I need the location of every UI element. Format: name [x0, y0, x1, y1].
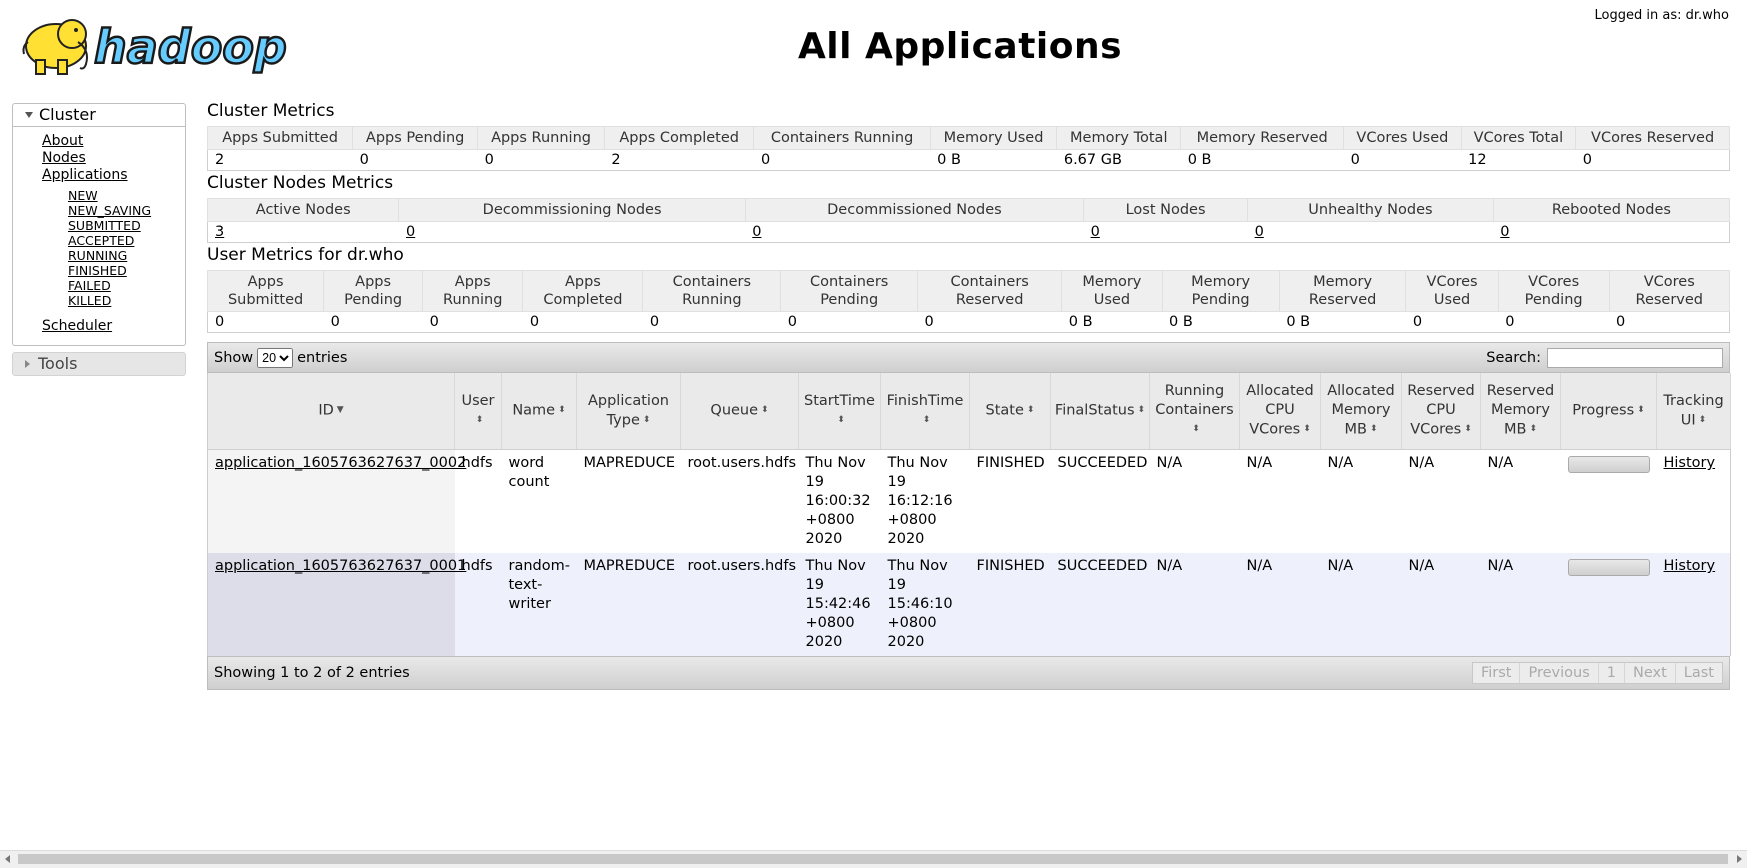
um-header-vcores-reserved: VCores Reserved — [1609, 271, 1729, 312]
scroll-left-icon[interactable] — [5, 855, 10, 863]
um-value-memory-reserved: 0 B — [1286, 314, 1311, 330]
search-input[interactable] — [1547, 348, 1723, 368]
cm-value-apps-running: 0 — [484, 152, 494, 168]
nav-link-scheduler[interactable]: Scheduler — [42, 318, 113, 334]
um-header-apps-completed: Apps Completed — [523, 271, 643, 312]
pager-next[interactable]: Next — [1624, 663, 1675, 683]
column-header-progress[interactable] — [1561, 373, 1657, 450]
sort-both-icon: ⬍ — [1637, 405, 1645, 416]
column-header-allocated-cpu-vcores[interactable] — [1240, 373, 1321, 450]
um-header-apps-pending: Apps Pending — [324, 271, 423, 312]
cm-header-apps-running: Apps Running — [478, 127, 605, 150]
um-value-vcores-pending: 0 — [1505, 314, 1515, 330]
um-header-apps-submitted: Apps Submitted — [208, 271, 324, 312]
nm-header-lost-nodes: Lost Nodes — [1084, 199, 1248, 222]
applications-table-wrapper — [207, 342, 1730, 690]
column-label: Allocated Memory MB — [1327, 383, 1395, 438]
um-header-apps-running: Apps Running — [423, 271, 523, 312]
um-header-containers-reserved: Containers Reserved — [918, 271, 1062, 312]
nm-value-rebooted-nodes — [1493, 222, 1729, 243]
tracking-ui-link[interactable]: History — [1663, 455, 1716, 471]
um-header-vcores-pending: VCores Pending — [1498, 271, 1609, 312]
cm-value-vcores-used: 0 — [1350, 152, 1360, 168]
nav-state-new-saving[interactable]: NEW_SAVING — [68, 203, 152, 218]
cm-value-apps-completed: 2 — [611, 152, 621, 168]
cell-res-mem: N/A — [1481, 450, 1561, 554]
sort-both-icon: ⬍ — [1026, 405, 1035, 416]
um-value-apps-completed: 0 — [529, 314, 540, 330]
nm-value-decommissioning-nodes — [399, 222, 745, 243]
um-value-memory-pending: 0 B — [1169, 314, 1193, 330]
table-row — [208, 450, 1731, 554]
cm-header-apps-submitted: Apps Submitted — [208, 127, 353, 150]
column-label: ID — [318, 402, 334, 419]
pager-first[interactable]: First — [1480, 665, 1512, 681]
svg-text:hadoop: hadoop — [94, 20, 287, 74]
cell-alloc-mem: N/A — [1321, 553, 1402, 656]
logged-in-user: Logged in as: dr.who — [1594, 8, 1729, 23]
cell-progress — [1561, 450, 1657, 554]
um-header-memory-used: Memory Used — [1062, 271, 1162, 312]
cell-finish: Thu Nov 19 15:46:10 +0800 2020 — [881, 553, 970, 656]
collapsed-arrow-icon — [25, 360, 30, 368]
sort-both-icon: ⬍ — [642, 414, 651, 425]
cell-queue: root.users.hdfs — [681, 450, 799, 554]
cm-header-vcores-reserved: VCores Reserved — [1576, 127, 1730, 150]
tracking-ui-link[interactable]: History — [1663, 558, 1716, 574]
nav-state-finished[interactable]: FINISHED — [68, 263, 127, 278]
cm-header-memory-used: Memory Used — [930, 127, 1057, 150]
pager-page-1[interactable]: 1 — [1598, 663, 1624, 683]
nav-state-new[interactable]: NEW — [68, 188, 98, 203]
nm-header-unhealthy-nodes: Unhealthy Nodes — [1248, 199, 1494, 222]
application-id-link[interactable]: application_1605763627637_0001 — [215, 558, 467, 574]
column-label: FinishTime — [886, 392, 964, 409]
app-states-menu — [42, 188, 185, 308]
cm-header-vcores-used: VCores Used — [1344, 127, 1461, 150]
cell-final: SUCCEEDED — [1051, 553, 1150, 656]
cm-value-memory-reserved: 0 B — [1187, 152, 1212, 168]
cm-header-apps-pending: Apps Pending — [353, 127, 478, 150]
page-title: All Applications — [797, 26, 1123, 67]
um-value-containers-running: 0 — [649, 314, 660, 330]
cell-res-cpu: N/A — [1402, 450, 1481, 554]
user-metrics-title: User Metrics for dr.who — [207, 245, 404, 265]
cell-state: FINISHED — [970, 553, 1051, 656]
column-header-finalstatus[interactable] — [1051, 373, 1150, 450]
nav-tools-label: Tools — [38, 354, 78, 373]
progress-bar — [1568, 559, 1650, 576]
column-label: State — [985, 402, 1024, 419]
column-header-tracking-ui[interactable] — [1657, 373, 1731, 450]
sort-both-icon: ⬍ — [1303, 424, 1311, 435]
page-size-select[interactable] — [257, 348, 293, 368]
nav-cluster-header[interactable] — [12, 103, 186, 127]
cm-header-containers-running: Containers Running — [754, 127, 930, 150]
column-header-reserved-memory-mb[interactable] — [1481, 373, 1561, 450]
cell-tracking — [1657, 450, 1731, 554]
column-header-starttime[interactable] — [799, 373, 881, 450]
cm-value-apps-submitted: 2 — [215, 152, 225, 168]
cm-header-apps-completed: Apps Completed — [604, 127, 754, 150]
search-label: Search: — [1486, 349, 1541, 366]
sort-both-icon: ⬍ — [1192, 424, 1200, 435]
sort-both-icon: ⬍ — [1464, 424, 1472, 435]
progress-bar — [1568, 456, 1650, 473]
application-id-link[interactable]: application_1605763627637_0002 — [215, 455, 467, 471]
nm-header-rebooted-nodes: Rebooted Nodes — [1493, 199, 1729, 222]
column-label: Name — [512, 402, 556, 419]
nm-header-decommissioning-nodes: Decommissioning Nodes — [399, 199, 745, 222]
column-header-running-containers[interactable] — [1150, 373, 1240, 450]
horizontal-scrollbar[interactable] — [0, 850, 1747, 868]
metrics-area — [207, 101, 1730, 335]
nav-tools-header[interactable] — [12, 352, 186, 376]
nm-link-unhealthy-nodes[interactable]: 0 — [1254, 224, 1264, 240]
cell-progress — [1561, 553, 1657, 656]
cell-id — [208, 450, 467, 554]
user-metrics-table — [207, 270, 1730, 333]
scroll-right-icon[interactable] — [1737, 855, 1742, 863]
nav-link-applications[interactable]: Applications — [42, 167, 128, 183]
nm-value-unhealthy-nodes — [1248, 222, 1494, 243]
pagination — [1472, 662, 1723, 684]
um-value-containers-pending: 0 — [787, 314, 798, 330]
sort-both-icon: ⬍ — [1529, 424, 1537, 435]
column-header-reserved-cpu-vcores[interactable] — [1402, 373, 1481, 450]
nav-state-accepted[interactable]: ACCEPTED — [68, 233, 135, 248]
pager-last[interactable]: Last — [1675, 663, 1722, 683]
cell-type: MAPREDUCE — [577, 553, 681, 656]
sort-both-icon: ⬍ — [558, 405, 566, 416]
sort-both-icon: ⬍ — [1698, 414, 1707, 425]
nav-state-running[interactable]: RUNNING — [68, 248, 128, 263]
cm-header-memory-total: Memory Total — [1057, 127, 1181, 150]
sort-both-icon: ⬍ — [837, 414, 845, 425]
cell-user: hdfs — [455, 450, 502, 554]
nav-state-submitted[interactable]: SUBMITTED — [68, 218, 141, 233]
cm-header-vcores-total: VCores Total — [1461, 127, 1576, 150]
table-row — [208, 553, 1731, 656]
cell-tracking — [1657, 553, 1731, 656]
cell-state: FINISHED — [970, 450, 1051, 554]
pager-previous[interactable]: Previous — [1519, 663, 1597, 683]
hadoop-logo — [14, 8, 314, 80]
left-nav — [12, 103, 186, 376]
nav-link-nodes[interactable]: Nodes — [42, 150, 86, 166]
cell-final: SUCCEEDED — [1051, 450, 1150, 554]
um-value-memory-used: 0 B — [1068, 314, 1093, 330]
node-metrics-table — [207, 198, 1730, 243]
sort-both-icon: ⬍ — [475, 414, 484, 425]
cell-alloc-cpu: N/A — [1240, 553, 1321, 656]
cell-queue: root.users.hdfs — [681, 553, 799, 656]
show-label: Show — [214, 349, 254, 366]
nm-value-active-nodes — [208, 222, 399, 243]
nm-link-decommissioned-nodes[interactable]: 0 — [752, 224, 762, 240]
cell-running: N/A — [1150, 450, 1240, 554]
um-header-memory-reserved: Memory Reserved — [1279, 271, 1406, 312]
sort-both-icon: ⬍ — [761, 405, 769, 416]
column-label: Tracking UI — [1663, 392, 1724, 429]
column-header-finishtime[interactable] — [881, 373, 970, 450]
um-value-apps-pending: 0 — [330, 314, 340, 330]
node-metrics-title: Cluster Nodes Metrics — [207, 173, 394, 193]
cell-name: word count — [502, 450, 577, 554]
column-label: Reserved CPU VCores — [1407, 383, 1475, 438]
column-header-state[interactable] — [970, 373, 1051, 450]
um-header-vcores-used: VCores Used — [1406, 271, 1498, 312]
cluster-metrics-table — [207, 126, 1730, 171]
cell-type: MAPREDUCE — [577, 450, 681, 554]
column-label: FinalStatus — [1054, 402, 1135, 419]
um-value-apps-submitted: 0 — [215, 314, 225, 330]
cell-res-mem: N/A — [1481, 553, 1561, 656]
expand-arrow-icon — [25, 112, 33, 118]
table-footer — [207, 656, 1730, 690]
column-header-allocated-memory-mb[interactable] — [1321, 373, 1402, 450]
nm-link-rebooted-nodes[interactable]: 0 — [1500, 224, 1510, 240]
um-header-containers-pending: Containers Pending — [781, 271, 918, 312]
cell-alloc-mem: N/A — [1321, 450, 1402, 554]
table-info: Showing 1 to 2 of 2 entries — [214, 665, 410, 681]
nav-state-killed[interactable]: KILLED — [68, 293, 112, 308]
column-label: Reserved Memory MB — [1486, 383, 1555, 438]
um-value-containers-reserved: 0 — [924, 314, 934, 330]
cell-running: N/A — [1150, 553, 1240, 656]
column-header-id[interactable] — [208, 373, 455, 450]
column-label: Progress — [1572, 402, 1635, 419]
column-header-queue[interactable] — [681, 373, 799, 450]
column-header-user[interactable] — [455, 373, 502, 450]
cell-user: hdfs — [455, 553, 502, 656]
nm-header-decommissioned-nodes: Decommissioned Nodes — [745, 199, 1083, 222]
nav-link-about[interactable]: About — [42, 133, 84, 149]
nav-state-failed[interactable]: FAILED — [68, 278, 111, 293]
nm-header-active-nodes: Active Nodes — [208, 199, 399, 222]
nm-value-lost-nodes — [1084, 222, 1248, 243]
cm-value-vcores-reserved: 0 — [1582, 152, 1592, 168]
nm-link-decommissioning-nodes[interactable]: 0 — [405, 224, 416, 240]
cell-start: Thu Nov 19 15:42:46 +0800 2020 — [799, 553, 881, 656]
cell-alloc-cpu: N/A — [1240, 450, 1321, 554]
cm-value-memory-used: 0 B — [937, 152, 961, 168]
cluster-metrics-title: Cluster Metrics — [207, 101, 335, 121]
column-label: Queue — [710, 402, 759, 419]
cell-id — [208, 553, 467, 656]
nm-link-lost-nodes[interactable]: 0 — [1090, 224, 1100, 240]
column-label: Application Type — [587, 392, 670, 429]
column-header-application-type[interactable] — [577, 373, 681, 450]
scrollbar-thumb[interactable] — [18, 854, 1728, 864]
nm-link-active-nodes[interactable]: 3 — [215, 224, 225, 240]
cm-header-memory-reserved: Memory Reserved — [1181, 127, 1344, 150]
cell-finish: Thu Nov 19 16:12:16 +0800 2020 — [881, 450, 970, 554]
column-header-name[interactable] — [502, 373, 577, 450]
cm-value-apps-pending: 0 — [359, 152, 369, 168]
table-toolbar — [207, 342, 1730, 373]
column-label: Running Containers — [1155, 383, 1234, 419]
column-label: Allocated CPU VCores — [1246, 383, 1314, 438]
column-label: User — [461, 392, 495, 409]
sort-both-icon: ⬍ — [1369, 424, 1378, 435]
column-label: StartTime — [804, 392, 875, 409]
nav-cluster-menu — [12, 127, 186, 346]
nav-cluster-label: Cluster — [39, 105, 96, 124]
um-value-vcores-reserved: 0 — [1616, 314, 1626, 330]
cell-res-cpu: N/A — [1402, 553, 1481, 656]
cm-value-containers-running: 0 — [760, 152, 771, 168]
sort-desc-icon: ▼ — [336, 405, 344, 416]
cell-start: Thu Nov 19 16:00:32 +0800 2020 — [799, 450, 881, 554]
entries-label: entries — [297, 349, 348, 366]
elephant-icon — [24, 20, 88, 74]
um-header-containers-running: Containers Running — [643, 271, 781, 312]
cm-value-memory-total: 6.67 GB — [1063, 152, 1122, 168]
sort-both-icon: ⬍ — [1137, 405, 1146, 416]
um-header-memory-pending: Memory Pending — [1162, 271, 1279, 312]
applications-table — [207, 373, 1731, 656]
cell-name: random-text-writer — [502, 553, 577, 656]
um-value-apps-running: 0 — [429, 314, 439, 330]
nm-value-decommissioned-nodes — [745, 222, 1083, 243]
cm-value-vcores-total: 12 — [1468, 152, 1487, 168]
um-value-vcores-used: 0 — [1412, 314, 1423, 330]
sort-both-icon: ⬍ — [922, 414, 931, 425]
